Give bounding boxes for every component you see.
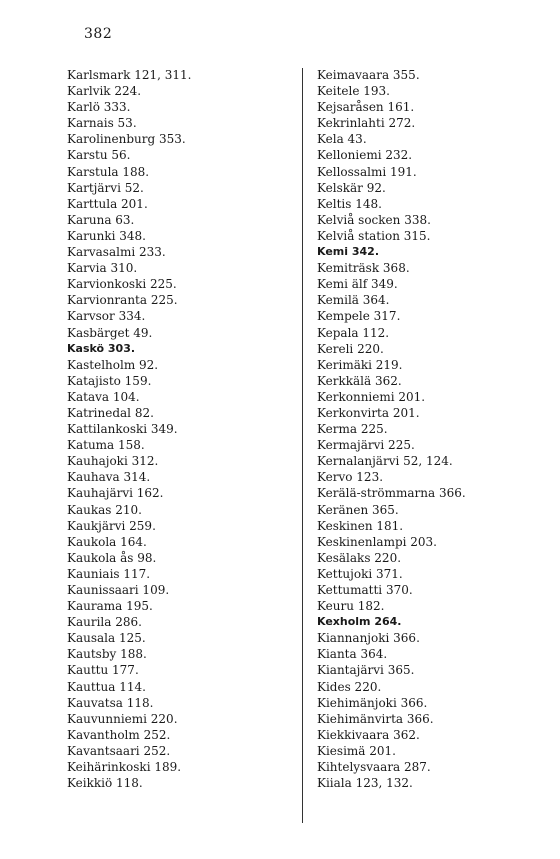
index-entry: Karlvik 224. [67,84,142,99]
index-entry: Kastelholm 92. [67,357,159,372]
index-entry: Keikkiö 118. [67,776,143,791]
index-entry: Kerälä-strömmarna 366. [317,486,466,501]
index-entry: Kemiträsk 368. [317,261,410,276]
index-entry: Karvionranta 225. [67,293,178,308]
index-entry: Kasbärget 49. [67,325,153,340]
index-entry: Kaunissaari 109. [67,583,170,597]
index-entry: Kejsaråsen 161. [317,100,415,115]
index-entry: Kemilä 364. [317,293,390,308]
index-entry: Kauttu 177. [67,663,139,678]
index-entry: Karuna 63. [67,212,135,227]
index-entry: Kauhava 314. [67,470,151,485]
page-number: 382 [84,26,113,42]
index-entry: Karvionkoski 225. [67,277,177,292]
index-entry: Kausala 125. [67,631,146,646]
index-entry: Karvia 310. [67,261,138,276]
index-entry: Kiannanjoki 366. [317,631,420,646]
index-entry: Kexholm 264. [317,615,402,629]
index-entry: Kervo 123. [317,470,384,485]
index-entry: Katajisto 159. [67,373,152,388]
index-entry: Kerimäki 219. [317,357,403,372]
index-entry: Kattilankoski 349. [67,422,178,437]
index-entry: Karlö 333. [67,100,131,115]
index-entry: Keimavaara 355. [317,68,420,82]
index-entry: Keltis 148. [317,196,382,211]
index-entry: Keskinen 181. [317,518,404,533]
index-entry: Kereli 220. [317,341,384,356]
index-column-left [67,67,293,791]
index-entry: Kiehimänvirta 366. [317,711,434,726]
index-entry: Karvasalmi 233. [67,245,166,260]
index-entry: Katrinedal 82. [67,405,154,420]
index-entry: Karstu 56. [67,148,131,163]
index-entry: Keuru 182. [317,599,385,614]
index-entry: Kerma 225. [317,422,388,437]
index-entry: Kelloniemi 232. [317,148,413,163]
index-entry: Karlsmark 121, 311. [67,68,192,82]
index-entry: Kerkonvirta 201. [317,405,420,420]
index-entry: Kellossalmi 191. [317,164,417,179]
index-entry: Karstula 188. [67,164,150,179]
index-entry: Keskinenlampi 203. [317,534,437,549]
index-entry: Kides 220. [317,679,382,694]
column-divider [302,68,303,823]
index-entry: Kaskö 303. [67,341,136,355]
index-entry: Katuma 158. [67,438,145,453]
index-entry: Kiantajärvi 365. [317,663,415,678]
index-entry: Kiehimänjoki 366. [317,695,428,710]
index-entry: Kelviå station 315. [317,228,431,243]
index-entry: Keränen 365. [317,502,399,517]
index-entry: Karvsor 334. [67,309,146,324]
index-entry: Kaukjärvi 259. [67,518,156,533]
index-entry: Karnais 53. [67,116,137,131]
index-entry: Kauhajärvi 162. [67,486,164,501]
index-entry: Kernalanjärvi 52, 124. [317,454,453,469]
index-entry: Kaurama 195. [67,599,153,614]
index-entry: Kavantsaari 252. [67,743,171,758]
index-entry: Karolinenburg 353. [67,132,186,147]
index-entry: Keihärinkoski 189. [67,760,182,775]
index-entry: Kemi 342. [317,245,379,259]
index-entry: Kiekkivaara 362. [317,727,420,742]
index-entry: Kelviå socken 338. [317,212,431,227]
index-entry: Kihtelysvaara 287. [317,760,431,775]
index-entry: Kaurila 286. [67,615,142,630]
index-entry: Kemi älf 349. [317,277,398,292]
index-entry: Kettumatti 370. [317,583,413,597]
index-entry: Kelskär 92. [317,180,386,195]
index-entry: Kekrinlahti 272. [317,116,416,131]
index-entry: Kianta 364. [317,647,388,662]
index-entry: Kermajärvi 225. [317,438,415,453]
index-entry: Kauhajoki 312. [67,454,159,469]
index-entry: Katava 104. [67,389,140,404]
index-entry: Kela 43. [317,132,367,147]
index-entry: Karttula 201. [67,196,148,211]
index-entry: Kauttua 114. [67,679,146,694]
index-entry: Kauniais 117. [67,566,151,581]
index-entry: Kaukas 210. [67,502,142,517]
index-entry: Kartjärvi 52. [67,180,144,195]
index-entry: Kauvatsa 118. [67,695,154,710]
index-entry: Karunki 348. [67,228,146,243]
index-entry: Kempele 317. [317,309,401,324]
index-entry: Kauvunniemi 220. [67,711,178,726]
index-entry: Kiiala 123, 132. [317,776,413,791]
index-entry: Kesälaks 220. [317,550,402,565]
index-entry: Kautsby 188. [67,647,147,662]
index-entry: Kaukola 164. [67,534,147,549]
index-entry: Kiesimä 201. [317,743,396,758]
index-entry: Keitele 193. [317,84,390,99]
index-column-right [317,67,547,791]
index-entry: Kaukola ås 98. [67,550,157,565]
index-entry: Kerkonniemi 201. [317,389,426,404]
index-entry: Kettujoki 371. [317,566,403,581]
index-entry: Kepala 112. [317,325,390,340]
index-entry: Kavantholm 252. [67,727,171,742]
index-entry: Kerkkälä 362. [317,373,402,388]
